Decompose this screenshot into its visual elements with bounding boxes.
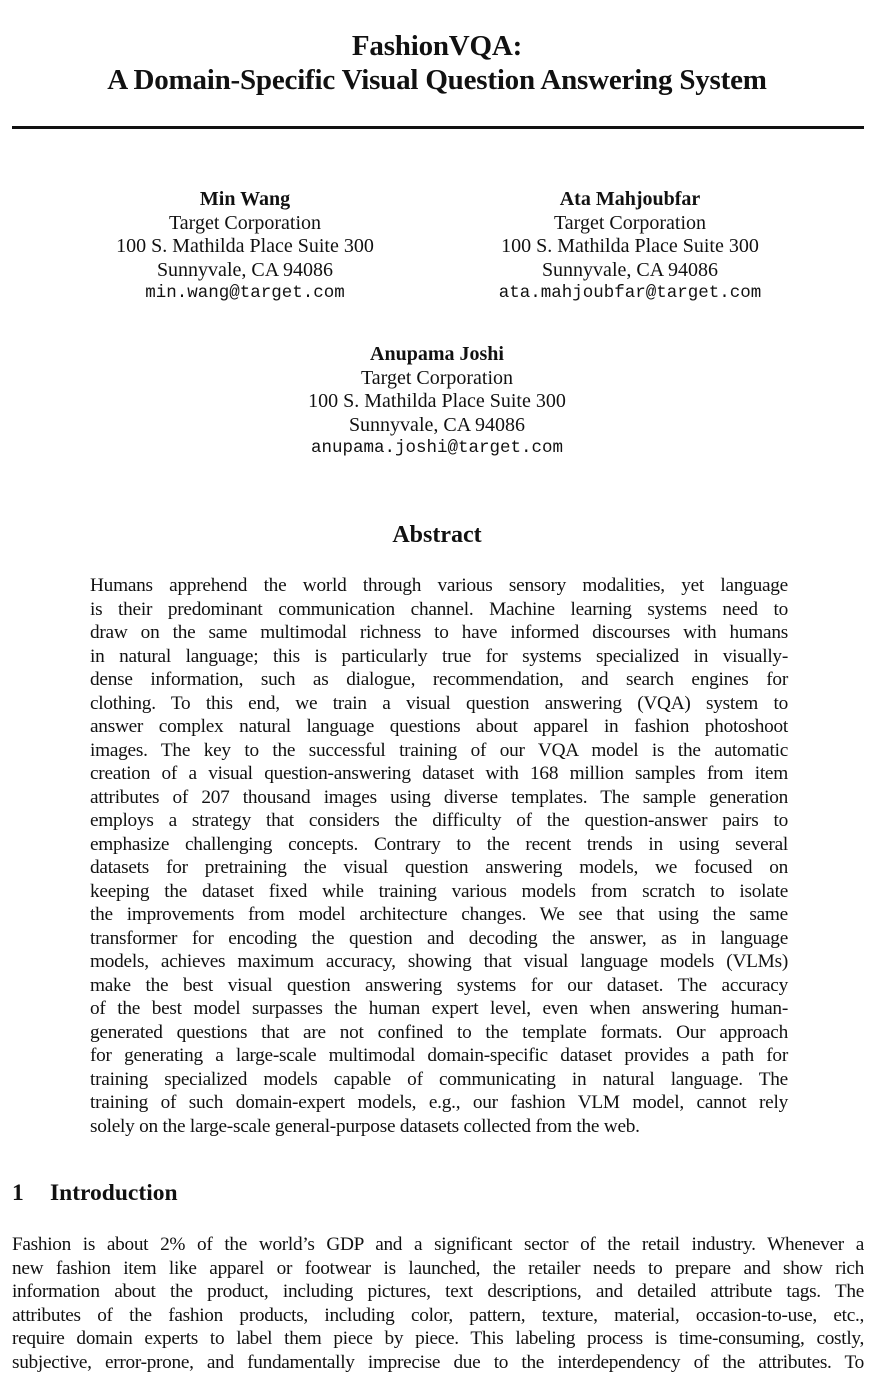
abstract-line: training of such domain-expert models, e.g., our fashion VLM model, cannot rely	[90, 1092, 788, 1113]
author-block	[95, 188, 395, 306]
abstract-line: transformer for encoding the question and decoding the answer, as in language	[90, 927, 788, 949]
author-name: Ata Mahjoubfar	[559, 188, 701, 210]
abstract-line: make the best visual question answering systems for our dataset. The accuracy	[90, 974, 788, 996]
author-email[interactable]: ata.mahjoubfar@target.com	[498, 283, 762, 303]
abstract-line: solely on the large-scale general-purpose datasets collected from the web.	[90, 1115, 640, 1137]
body-line: attributes of the fashion products, including color, pattern, texture, material, occasion-to-use, etc.,	[12, 1304, 864, 1326]
abstract-line: of the best model surpasses the human expert level, even when answering human-	[90, 998, 788, 1019]
abstract-line: in natural language; this is particularly true for systems specialized in visually-	[90, 645, 788, 667]
author-address: 100 S. Mathilda Place Suite 300	[116, 235, 374, 257]
author-affiliation: Target Corporation	[553, 211, 707, 234]
paper-title-line-2: A Domain-Specific Visual Question Answering System	[107, 64, 767, 96]
abstract-line: the improvements from model architecture changes. We see that using the same	[90, 904, 788, 925]
abstract-line: Humans apprehend the world through various sensory modalities, yet language	[90, 575, 788, 596]
section-heading	[12, 1178, 178, 1208]
abstract-line: employs a strategy that considers the difficulty of the question-answer pairs to	[90, 810, 788, 831]
abstract-line: attributes of 207 thousand images using diverse templates. The sample generation	[90, 786, 788, 808]
abstract-line: is their predominant communication channel. Machine learning systems need to	[90, 598, 788, 620]
author-block	[287, 343, 587, 461]
abstract-line: datasets for pretraining the visual question answering models, we focused on	[90, 857, 788, 878]
author-city: Sunnyvale, CA 94086	[156, 258, 334, 281]
section-number: 1	[12, 1180, 24, 1206]
author-city: Sunnyvale, CA 94086	[541, 258, 719, 281]
author-city: Sunnyvale, CA 94086	[348, 413, 526, 436]
abstract-line: models, achieves maximum accuracy, showing that visual language models (VLMs)	[90, 951, 788, 972]
author-email[interactable]: min.wang@target.com	[145, 283, 345, 303]
author-affiliation: Target Corporation	[168, 211, 322, 234]
abstract-line: creation of a visual question-answering dataset with 168 million samples from item	[90, 763, 788, 784]
title-divider	[12, 126, 864, 129]
body-line: Fashion is about 2% of the world’s GDP and a significant sector of the retail industry. Whenever a	[12, 1234, 864, 1255]
body-line: new fashion item like apparel or footwear is launched, the retailer needs to prepare and show rich	[12, 1257, 864, 1279]
abstract-heading: Abstract	[392, 522, 482, 548]
paper-title-line-1: FashionVQA:	[351, 30, 523, 62]
abstract-line: training specialized models capable of communicating in natural language. The	[90, 1068, 788, 1090]
author-address: 100 S. Mathilda Place Suite 300	[501, 235, 759, 257]
abstract-line: answer complex natural language questions about apparel in fashion photoshoot	[90, 716, 788, 737]
body-line: require domain experts to label them piece by piece. This labeling process is time-consuming, costly,	[12, 1328, 864, 1349]
body-line: information about the product, including pictures, text descriptions, and detailed attribute tags. The	[12, 1281, 864, 1302]
abstract-line: clothing. To this end, we train a visual question answering (VQA) system to	[90, 692, 788, 714]
author-address: 100 S. Mathilda Place Suite 300	[308, 390, 566, 412]
abstract-line: for generating a large-scale multimodal domain-specific dataset provides a path for	[90, 1045, 788, 1066]
abstract-line: dense information, such as dialogue, recommendation, and search engines for	[90, 669, 788, 690]
author-name: Anupama Joshi	[370, 343, 504, 365]
author-affiliation: Target Corporation	[360, 366, 514, 389]
abstract-line: emphasize challenging concepts. Contrary to the recent trends in using several	[90, 833, 788, 855]
author-email[interactable]: anupama.joshi@target.com	[310, 438, 564, 458]
abstract-line: images. The key to the successful training of our VQA model is the automatic	[90, 739, 788, 761]
abstract-line: generated questions that are not confined to the template formats. Our approach	[90, 1021, 788, 1043]
section-title: Introduction	[50, 1180, 178, 1206]
author-block	[470, 188, 790, 306]
abstract-line: keeping the dataset fixed while training various models from scratch to isolate	[90, 880, 788, 902]
author-name: Min Wang	[199, 188, 291, 210]
body-line: subjective, error-prone, and fundamentally imprecise due to the interdependency of the attributes. To	[12, 1351, 864, 1373]
abstract-line: draw on the same multimodal richness to have informed discourses with humans	[90, 622, 788, 643]
